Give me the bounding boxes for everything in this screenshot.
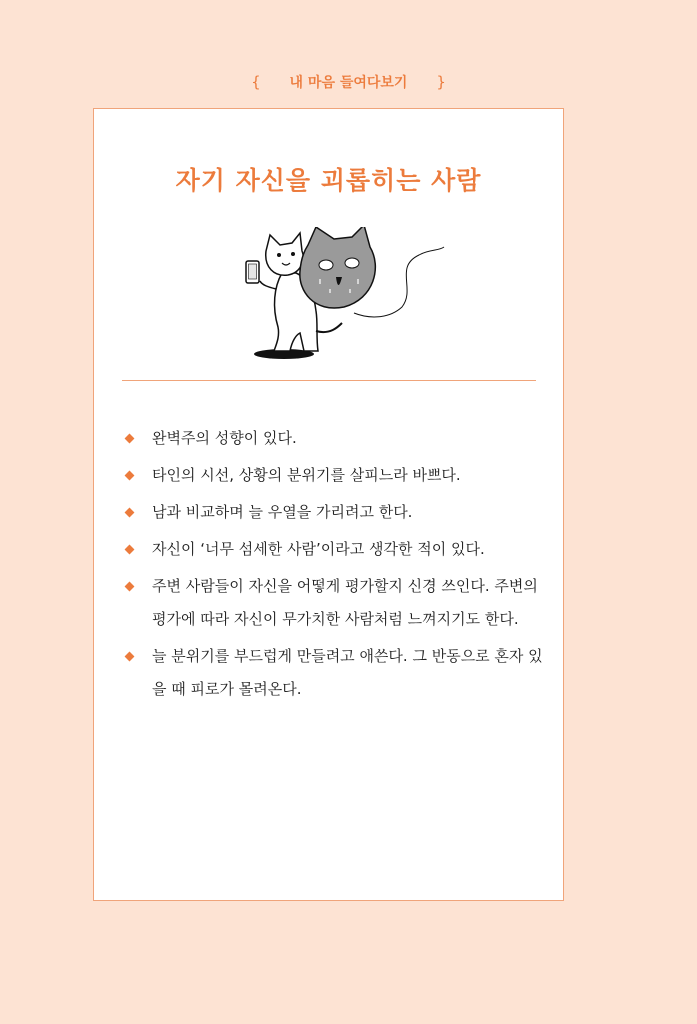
- list-item-text: 주변 사람들이 자신을 어떻게 평가할지 신경 쓰인다. 주변의 평가에 따라 자신이 무가치한 사람처럼 느껴지기도 한다.: [152, 577, 538, 628]
- diamond-bullet-icon: [125, 652, 135, 662]
- diamond-bullet-icon: [125, 582, 135, 592]
- diamond-bullet-icon: [125, 545, 135, 555]
- card-title: 자기 자신을 괴롭히는 사람: [175, 166, 482, 195]
- content-card: [93, 108, 564, 901]
- list-item: [124, 533, 544, 566]
- brace-open: {: [251, 73, 261, 91]
- section-header: [0, 72, 697, 92]
- list-item-text: 자신이 ‘너무 섬세한 사람’이라고 생각한 적이 있다.: [152, 540, 485, 558]
- list-item-text: 늘 분위기를 부드럽게 만들려고 애쓴다. 그 반동으로 혼자 있을 때 피로가 몰려온다.: [152, 647, 543, 698]
- list-item-text: 타인의 시선, 상황의 분위기를 살피느라 바쁘다.: [152, 466, 461, 484]
- diamond-bullet-icon: [125, 434, 135, 444]
- list-item-text: 남과 비교하며 늘 우열을 가리려고 한다.: [152, 503, 413, 521]
- list-item: [124, 570, 544, 636]
- list-item-text: 완벽주의 성향이 있다.: [152, 429, 297, 447]
- list-item: [124, 422, 544, 455]
- diamond-bullet-icon: [125, 471, 135, 481]
- list-item: [124, 459, 544, 492]
- checklist: [124, 422, 544, 710]
- brace-close: }: [436, 73, 446, 91]
- list-item: [124, 640, 544, 706]
- divider: [122, 380, 536, 381]
- cat-balloon-illustration: [234, 227, 454, 367]
- section-title: 내 마음 들여다보기: [289, 75, 408, 91]
- diamond-bullet-icon: [125, 508, 135, 518]
- list-item: [124, 496, 544, 529]
